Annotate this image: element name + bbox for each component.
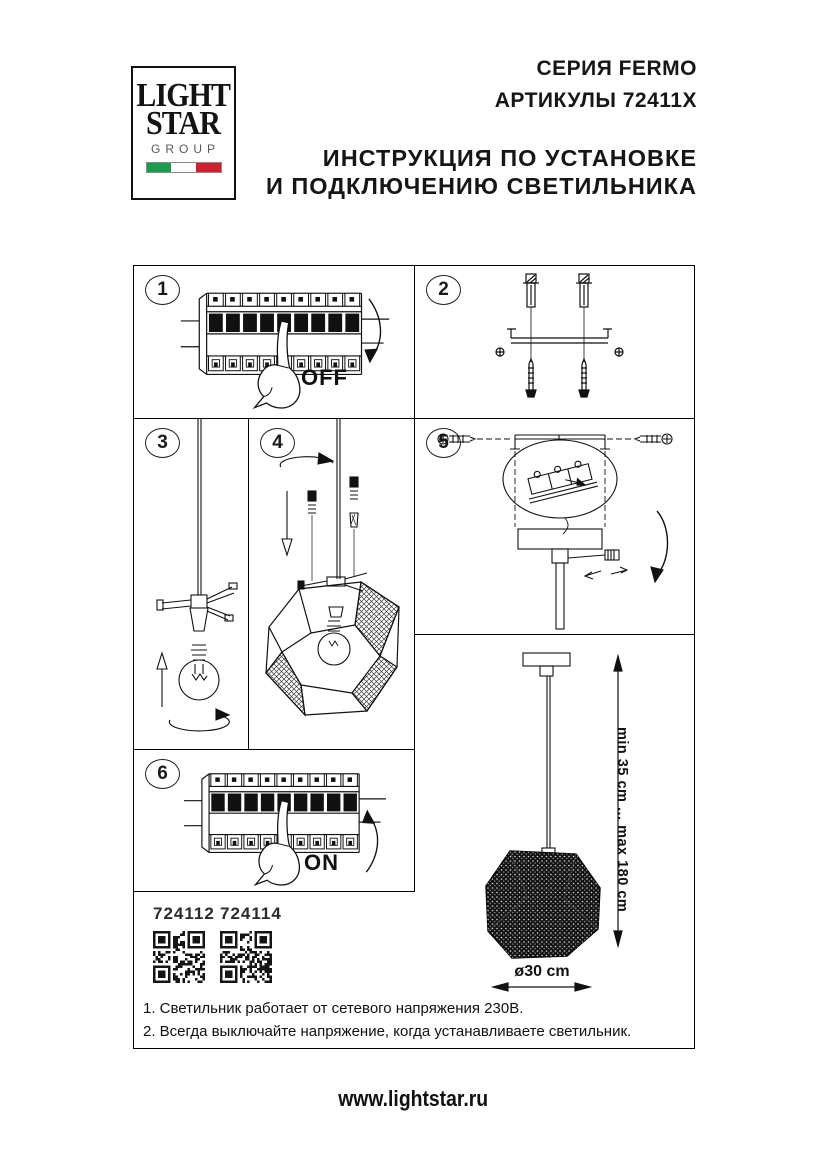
logo-word-light: LIGHT <box>136 77 231 114</box>
product-code: 724112 <box>153 904 215 923</box>
step-panel-3 <box>134 419 249 750</box>
product-entry <box>220 904 282 983</box>
mounting-hardware-illustration <box>415 266 694 418</box>
arrow-down-icon <box>364 299 380 364</box>
series-title: СЕРИЯ FERMO <box>536 57 697 80</box>
qr-code <box>153 931 205 983</box>
qr-code <box>220 931 272 983</box>
step-panel-5 <box>415 419 694 635</box>
flag-green-segment <box>147 163 172 172</box>
switch-state-label: ON <box>304 850 339 875</box>
instruction-title <box>266 144 697 200</box>
articles-title: АРТИКУЛЫ 72411X <box>494 89 697 112</box>
footer <box>0 1086 826 1112</box>
shade-attach-illustration <box>249 419 414 749</box>
step-number-badge: 3 <box>145 428 180 458</box>
step-panel-6 <box>134 750 415 892</box>
note-line: 1. Светильник работает от сетевого напряжения 230В. <box>143 1000 524 1017</box>
product-code: 724114 <box>220 904 282 923</box>
product-entry <box>153 904 215 983</box>
header-text <box>266 57 697 200</box>
flag-white-segment <box>171 163 196 172</box>
logo-group-label: GROUP <box>150 142 220 156</box>
step-number-badge: 4 <box>260 428 295 458</box>
flag-red-segment <box>196 163 221 172</box>
suspension-height-dimension: min 35 cm ... max 180 cm <box>614 727 630 913</box>
website-url: www.lightstar.ru <box>338 1086 488 1111</box>
instruction-title-line1: ИНСТРУКЦИЯ ПО УСТАНОВКЕ <box>322 145 697 171</box>
italian-flag-stripe <box>146 162 222 173</box>
switch-state-label: OFF <box>301 365 348 390</box>
pendant-dimension-drawing <box>415 635 694 1048</box>
safety-notes <box>143 997 688 1043</box>
bulb-install-illustration <box>134 419 248 749</box>
step-number-badge: 5 <box>426 428 461 458</box>
pendant-lamp-illustration <box>415 635 694 1048</box>
diameter-dimension: ø30 cm <box>514 963 570 980</box>
breaker-off-illustration <box>179 274 391 414</box>
logo-word-star: STAR <box>146 105 221 142</box>
lightstar-logo <box>131 66 236 200</box>
step-panel-2 <box>415 266 694 419</box>
arrow-up-icon <box>362 810 378 873</box>
diagram-sheet <box>133 265 695 1049</box>
step-number-badge: 6 <box>145 759 180 789</box>
instruction-title-line2: И ПОДКЛЮЧЕНИЮ СВЕТИЛЬНИКА <box>265 173 697 199</box>
step-panel-1 <box>134 266 415 419</box>
note-line: 2. Всегда выключайте напряжение, когда устанавливаете светильник. <box>143 1023 632 1040</box>
step-number-badge: 1 <box>145 275 180 305</box>
step-number-badge: 2 <box>426 275 461 305</box>
step-panel-4 <box>249 419 415 750</box>
breaker-on-illustration <box>179 756 391 890</box>
canopy-mount-illustration <box>415 419 693 634</box>
